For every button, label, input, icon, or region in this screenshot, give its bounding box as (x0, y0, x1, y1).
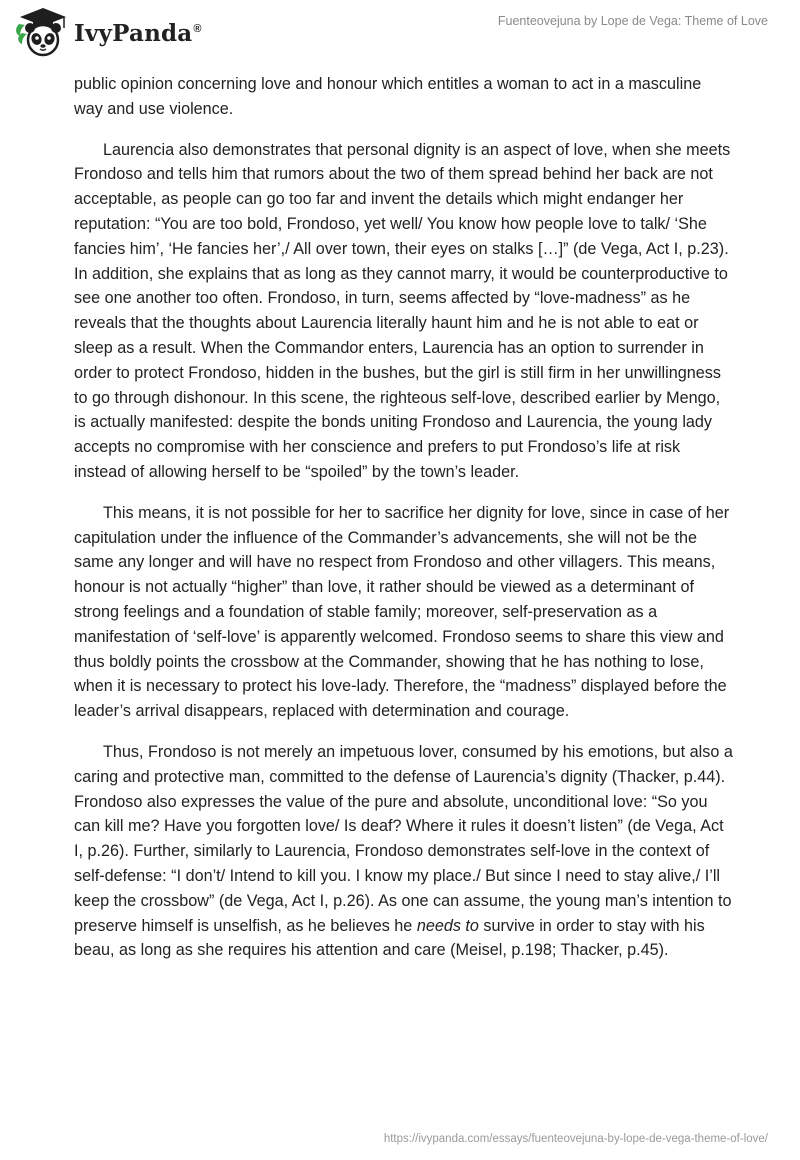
brand-name-text: IvyPanda (74, 19, 193, 47)
document-title: Fuenteovejuna by Lope de Vega: Theme of Love (497, 14, 768, 28)
registered-mark: ® (193, 22, 202, 35)
paragraph-3: This means, it is not possible for her to sacrifice her dignity for love, since in case of her capitulation under the influence of the Commander’s advancements, she will not be the same any longer and will have no respect from Frondoso and other villagers. This means, honour is not actually “higher” than love, it rather should be viewed as a determinant of strong feelings and a foundation of stable family; moreover, self-preservation as a manifestation of ‘self-love’ is apparently welcomed. Frondoso seems to share this view and thus boldly points the crossbow at the Commander, showing that he has nothing to lose, when it is necessary to protect his love-lady. Therefore, the “madness” displayed before the leader’s arrival disappears, replaced with determination and courage. (74, 503, 730, 721)
page-header (0, 0, 800, 64)
essay-body (74, 72, 734, 979)
paragraph-1: public opinion concerning love and honour which entitles a woman to act in a masculine way and use violence. (74, 75, 702, 118)
paragraph-4 (74, 740, 734, 963)
paragraph-4-part-2: survive in order to stay with his beau, as long as she requires his attention and care (Meisel, p.198; Thacker, p.45). (74, 916, 705, 960)
brand-logo[interactable] (14, 6, 202, 60)
panda-graduation-icon (14, 6, 72, 60)
brand-name (74, 20, 202, 47)
paragraph-4-part-1: Thus, Frondoso is not merely an impetuous lover, consumed by his emotions, but also a caring and protective man, committed to the defense of Laurencia’s dignity (Thacker, p.44). Frondoso also expresses the value of the pure and absolute, unconditional love: “So you can kill me? Have you forgotten love/ Is deaf? Where it rules it doesn’t listen” (de Vega, Act I, p.26). Further, similarly to Laurencia, Frondoso demonstrates self-love in the context of self-defense: “I don’t/ Intend to kill you. I know my place./ But since I need to stay alive,/ I’ll keep the crossbow” (de Vega, Act I, p.26). As one can assume, the young man’s intention to preserve himself is unselfish, as he believes he (74, 742, 733, 935)
paragraph-4-emphasis: needs to (416, 916, 479, 935)
source-url[interactable]: https://ivypanda.com/essays/fuenteovejuna-by-lope-de-vega-theme-of-love/ (383, 1133, 768, 1145)
paragraph-2: Laurencia also demonstrates that personal dignity is an aspect of love, when she meets Frondoso and tells him that rumors about the two of them spread behind her back are not acceptable, as people can go too far and invent the details which might endanger her reputation: “You are too bold, Frondoso, yet well/ You know how people love to talk/ ‘She fancies him’, ‘He fancies her’,/ All over town, their eyes on stalks […]” (de Vega, Act I, p.23). In addition, she explains that as long as they cannot marry, it would be counterproductive to see one another too often. Frondoso, in turn, seems affected by “love-madness” as he reveals that the thoughts about Laurencia literally haunt him and he is not able to eat or sleep as a result. When the Commandor enters, Laurencia has an option to surrender in order to protect Frondoso, hidden in the bushes, but the girl is still firm in her unwillingness to go through dishonour. In this scene, the righteous self-love, described earlier by Mengo, is actually manifested: despite the bonds uniting Frondoso and Laurencia, the young lady accepts no compromise with her conscience and prefers to put Frondoso’s life at risk instead of allowing herself to be “spoiled” by the town’s leader. (74, 140, 731, 481)
